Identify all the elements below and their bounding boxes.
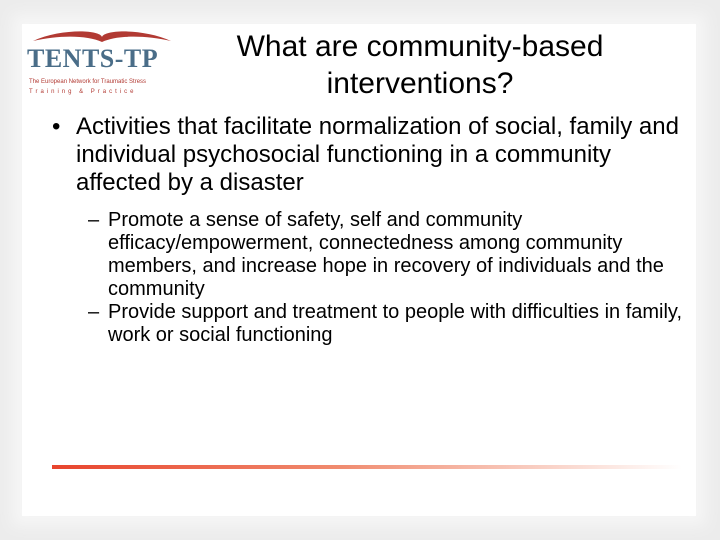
sub-bullet-text: Provide support and treatment to people with difficulties in family, work or social functioning [108, 301, 683, 346]
dash-icon: – [88, 301, 100, 323]
logo-name: TENTS-TP [27, 44, 159, 73]
sub-bullet-list [52, 209, 692, 347]
footer-accent-rule [52, 465, 682, 469]
logo-tagline: Training & Practice [29, 89, 137, 95]
logo-subtitle: The European Network for Traumatic Stress [29, 79, 147, 85]
slide-title: What are community-based interventions? [236, 30, 604, 100]
sub-bullet-item [88, 301, 692, 347]
bullet-text: Activities that facilitate normalization of social, family and individual psychosocial functioning in a community affected by a disaster [76, 113, 679, 196]
slide-content [52, 113, 692, 347]
bullet-dot-icon: • [52, 113, 61, 140]
bullet-item [52, 113, 692, 197]
tents-tp-logo [27, 28, 177, 108]
sub-bullet-text: Promote a sense of safety, self and community efficacy/empowerment, connectedness among community members, and increase hope in recovery of individuals and the community [108, 209, 664, 300]
dash-icon: – [88, 209, 100, 231]
sub-bullet-item [88, 209, 692, 301]
